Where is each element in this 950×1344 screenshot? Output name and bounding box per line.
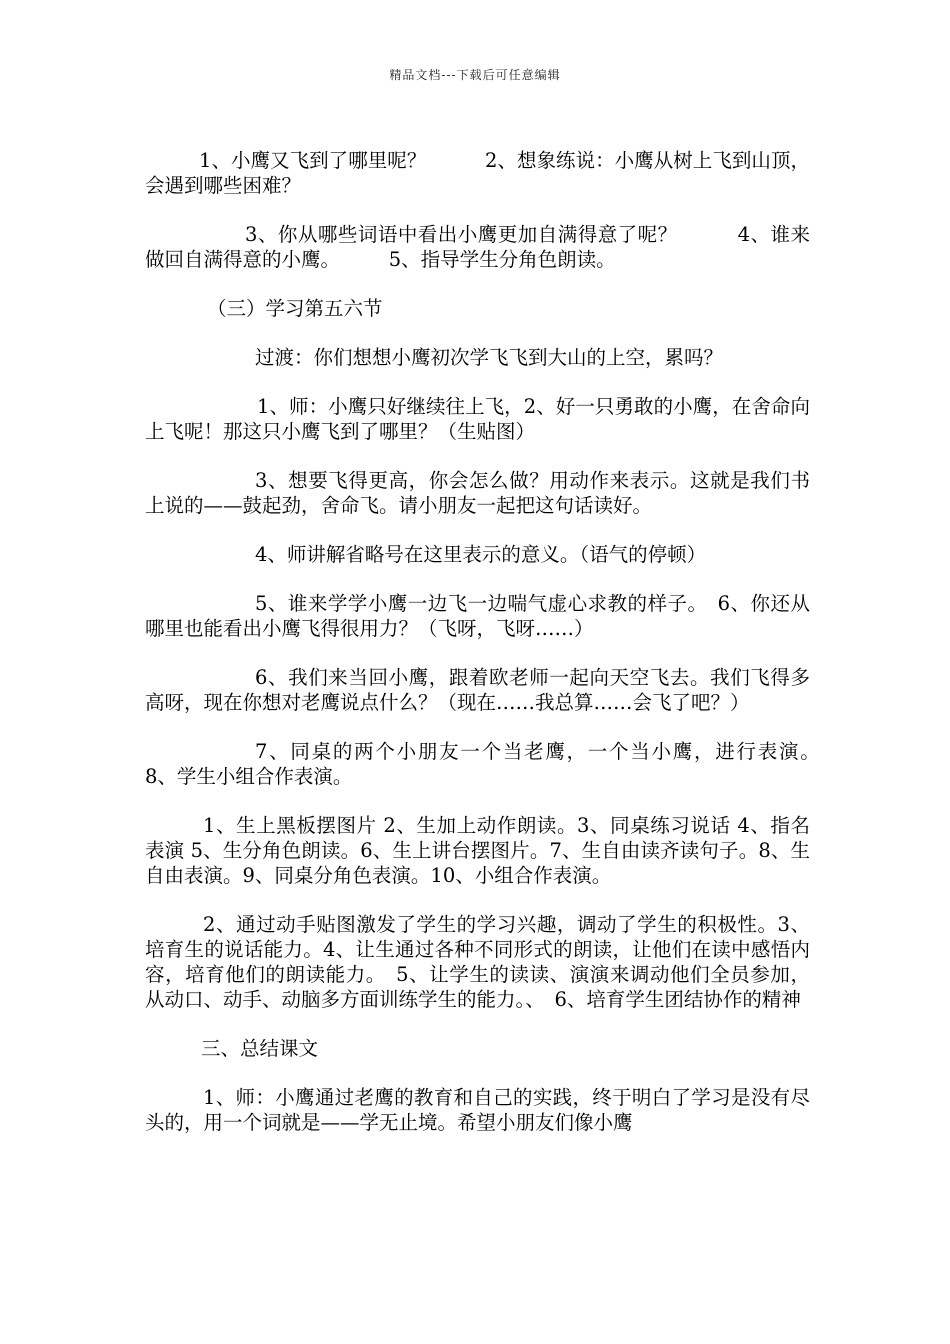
- paragraph: 3、想要飞得更高，你会怎么做？用动作来表示。这就是我们书上说的——鼓起劲，舍命飞。请小朋友一起把这句话读好。: [145, 469, 810, 517]
- paragraph: 1、师：小鹰只好继续往上飞，2、好一只勇敢的小鹰，在舍命向上飞呢！那这只小鹰飞到了哪里？（生贴图）: [145, 395, 810, 443]
- document-body: [145, 148, 869, 1159]
- section-heading: 三、总结课文: [201, 1037, 319, 1060]
- section-heading: （三）学习第五六节: [207, 297, 383, 320]
- paragraph: 6、我们来当回小鹰，跟着欧老师一起向天空飞去。我们飞得多高呀，现在你想对老鹰说点什么？（现在……我总算……会飞了吧？）: [145, 666, 810, 714]
- page-header: 精品文档---下载后可任意编辑: [389, 68, 561, 82]
- paragraph: 3、你从哪些词语中看出小鹰更加自满得意了呢？ 4、谁来做回自满得意的小鹰。 5、指导学生分角色朗读。: [145, 223, 810, 271]
- paragraph: 7、同桌的两个小朋友一个当老鹰，一个当小鹰，进行表演。 8、学生小组合作表演。: [145, 740, 869, 788]
- paragraph: 过渡：你们想想小鹰初次学飞飞到大山的上空，累吗？: [255, 346, 724, 369]
- paragraph: 1、师：小鹰通过老鹰的教育和自己的实践，终于明白了学习是没有尽头的，用一个词就是——学无止境。希望小朋友们像小鹰: [145, 1086, 810, 1134]
- paragraph: 1、小鹰又飞到了哪里呢？ 2、想象练说：小鹰从树上飞到山顶，会遇到哪些困难？: [145, 149, 810, 197]
- paragraph: 1、生上黑板摆图片 2、生加上动作朗读。3、同桌练习说话 4、指名表演 5、生分角色朗读。6、生上讲台摆图片。7、生自由读齐读句子。8、生自由表演。9、同桌分角色表演。10、小组合作表演。: [145, 814, 810, 887]
- paragraph: 2、通过动手贴图激发了学生的学习兴趣，调动了学生的积极性。3、培育生的说话能力。4、让生通过各种不同形式的朗读，让他们在读中感悟内容，培育他们的朗读能力。 5、让学生的读读、演演来调动他们全员参加，从动口、动手、动脑多方面训练学生的能力。、 6、培育学生团结协作的精神: [145, 913, 810, 1011]
- paragraph: 4、师讲解省略号在这里表示的意义。（语气的停顿）: [255, 543, 707, 566]
- paragraph: 5、谁来学学小鹰一边飞一边喘气虚心求教的样子。 6、你还从哪里也能看出小鹰飞得很用力？（飞呀，飞呀……）: [145, 592, 810, 640]
